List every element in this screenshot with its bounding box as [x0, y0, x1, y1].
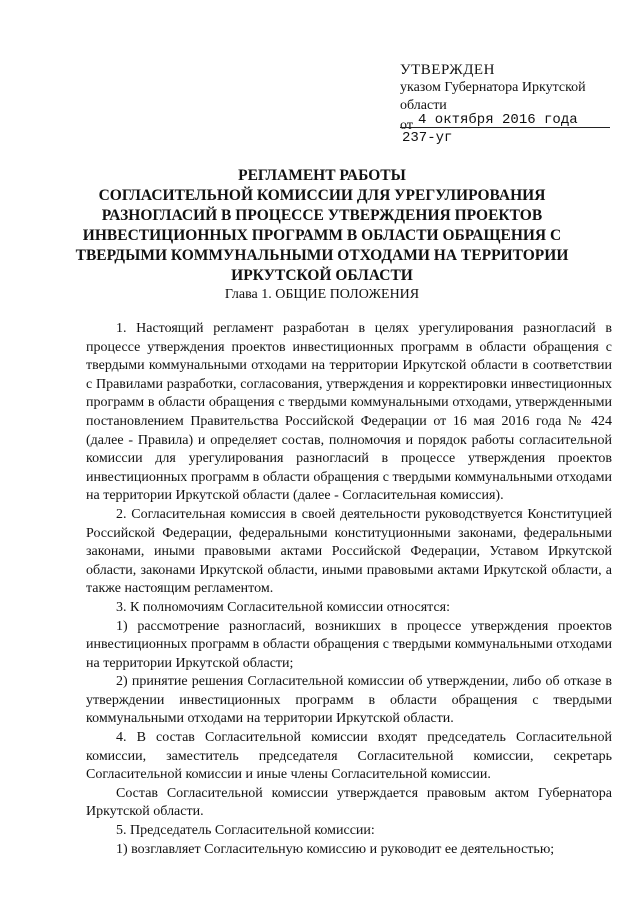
document-body — [86, 320, 612, 859]
document-title — [70, 166, 574, 286]
title-line: РАЗНОГЛАСИЙ В ПРОЦЕССЕ УТВЕРЖДЕНИЯ ПРОЕКТОВ — [101, 207, 543, 224]
paragraph: 2. Согласительная комиссия в своей деятельности руководствуется Конституцией Российской Федерации, федеральными конституционными законами, федеральными законами, иными правовыми актами Российской Федерации, Уставом Иркутской области, законами Иркутской области, иными правовыми актами Иркутской области, а также настоящим регламентом. — [86, 506, 612, 597]
approval-heading: УТВЕРЖДЕН — [400, 62, 495, 78]
approval-date-prefix: от — [400, 118, 413, 133]
chapter-heading: Глава 1. ОБЩИЕ ПОЛОЖЕНИЯ — [224, 287, 420, 302]
approval-stamp — [400, 61, 620, 133]
title-line: ИРКУТСКОЙ ОБЛАСТИ — [231, 267, 413, 284]
title-line: РЕГЛАМЕНТ РАБОТЫ — [238, 167, 406, 184]
title-line: СОГЛАСИТЕЛЬНОЙ КОМИССИИ ДЛЯ УРЕГУЛИРОВАНИЯ — [98, 187, 546, 204]
paragraph: Состав Согласительной комиссии утверждается правовым актом Губернатора Иркутской области. — [86, 785, 612, 820]
title-line: ИНВЕСТИЦИОННЫХ ПРОГРАММ В ОБЛАСТИ ОБРАЩЕНИЯ С — [82, 227, 562, 244]
approval-number: 237-уг — [402, 130, 453, 146]
paragraph: 5. Председатель Согласительной комиссии: — [116, 823, 375, 839]
paragraph: 1) рассмотрение разногласий, возникших в процессе утверждения проектов инвестиционных программ в области обращения с твердыми коммунальными отходами на территории Иркутской области; — [86, 618, 612, 671]
paragraph: 4. В состав Согласительной комиссии входят председатель Согласительной комиссии, заместитель председателя Согласительной комиссии, секретарь Согласительной комиссии и иные члены Согласительной комиссии. — [86, 730, 612, 783]
approval-line-2: области — [400, 98, 447, 113]
paragraph: 2) принятие решения Согласительной комиссии об утверждении, либо об отказе в утверждении инвестиционных программ в области обращения с твердыми коммунальными отходами на территории Иркутской области. — [86, 674, 612, 727]
paragraph: 1) возглавляет Согласительную комиссию и руководит ее деятельностью; — [116, 841, 555, 857]
paragraph: 3. К полномочиям Согласительной комиссии относятся: — [116, 599, 450, 615]
approval-date: 4 октября 2016 года — [418, 112, 578, 128]
approval-line-1: указом Губернатора Иркутской — [400, 80, 586, 95]
paragraph: 1. Настоящий регламент разработан в целях урегулирования разногласий в процессе утверждения проектов инвестиционных программ в области обращения с твердыми коммунальными отходами на территории Иркутской области в соответствии с Правилами разработки, согласования, утверждения и корректировки инвестиционных программ в области обращения с твердыми коммунальными отходами, утвержденными постановлением Правительства Российской Федерации от 16 мая 2016 года № 424 (далее - Правила) и определяет состав, полномочия и порядок работы согласительной комиссии для урегулирования разногласий в процессе утверждения проектов инвестиционных программ в области обращения с твердыми коммунальными отходами на территории Иркутской области (далее - Согласительная комиссия). — [86, 321, 612, 504]
title-line: ТВЕРДЫМИ КОММУНАЛЬНЫМИ ОТХОДАМИ НА ТЕРРИТОРИИ — [75, 247, 569, 264]
approval-date-underline — [400, 127, 610, 128]
